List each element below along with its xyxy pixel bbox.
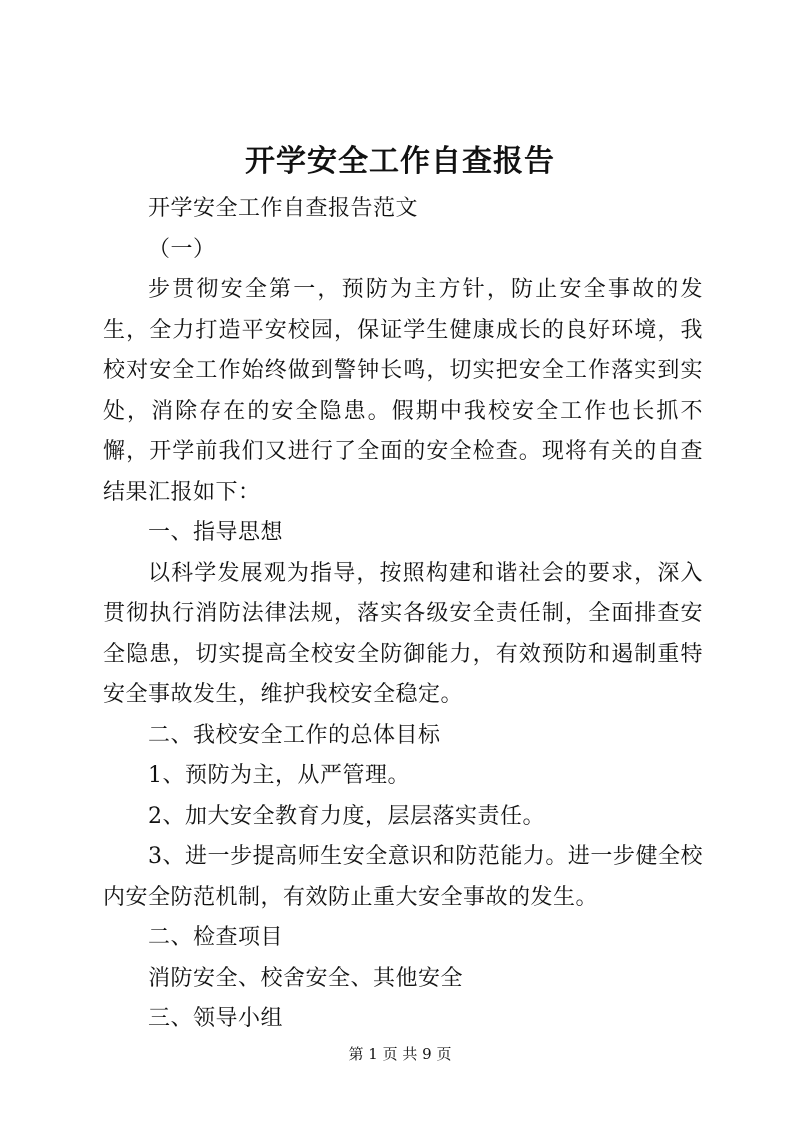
heading-guiding-ideology: 一、指导思想 (148, 520, 284, 545)
goal-item-3: 3、进一步提高师生安全意识和防范能力。进一步健全校内安全防范机制，有效防止重大安全事故的发生。 (103, 844, 703, 910)
paragraph-inspection-items: 消防安全、校舍安全、其他安全 (148, 965, 464, 991)
document-body (103, 189, 703, 1040)
paragraph-intro: 步贯彻安全第一，预防为主方针，防止安全事故的发生，全力打造平安校园，保证学生健康成长的良好环境，我校对安全工作始终做到警钟长鸣，切实把安全工作落实到实处，消除存在的安全隐患。假期中我校安全工作也长抓不懈，开学前我们又进行了全面的安全检查。现将有关的自查结果汇报如下： (103, 277, 703, 505)
heading-leadership-group: 三、领导小组 (148, 1006, 284, 1031)
paragraph-subtitle: 开学安全工作自查报告范文 (148, 196, 419, 221)
goal-item-1: 1、预防为主，从严管理。 (148, 763, 410, 788)
heading-overall-goal: 二、我校安全工作的总体目标 (148, 722, 441, 748)
goal-item-2: 2、加大安全教育力度，层层落实责任。 (148, 803, 545, 829)
page-footer: 第 1 页 共 9 页 (348, 1045, 452, 1063)
paragraph-section-number: （一） (148, 236, 216, 262)
paragraph-guiding-ideology: 以科学发展观为指导，按照构建和谐社会的要求，深入贯彻执行消防法律法规，落实各级安全责任制，全面排查安全隐患，切实提高全校安全防御能力，有效预防和遏制重特安全事故发生，维护我校安全稳定。 (103, 560, 703, 707)
document-title: 开学安全工作自查报告 (245, 144, 555, 179)
heading-inspection-items: 二、检查项目 (148, 925, 284, 950)
